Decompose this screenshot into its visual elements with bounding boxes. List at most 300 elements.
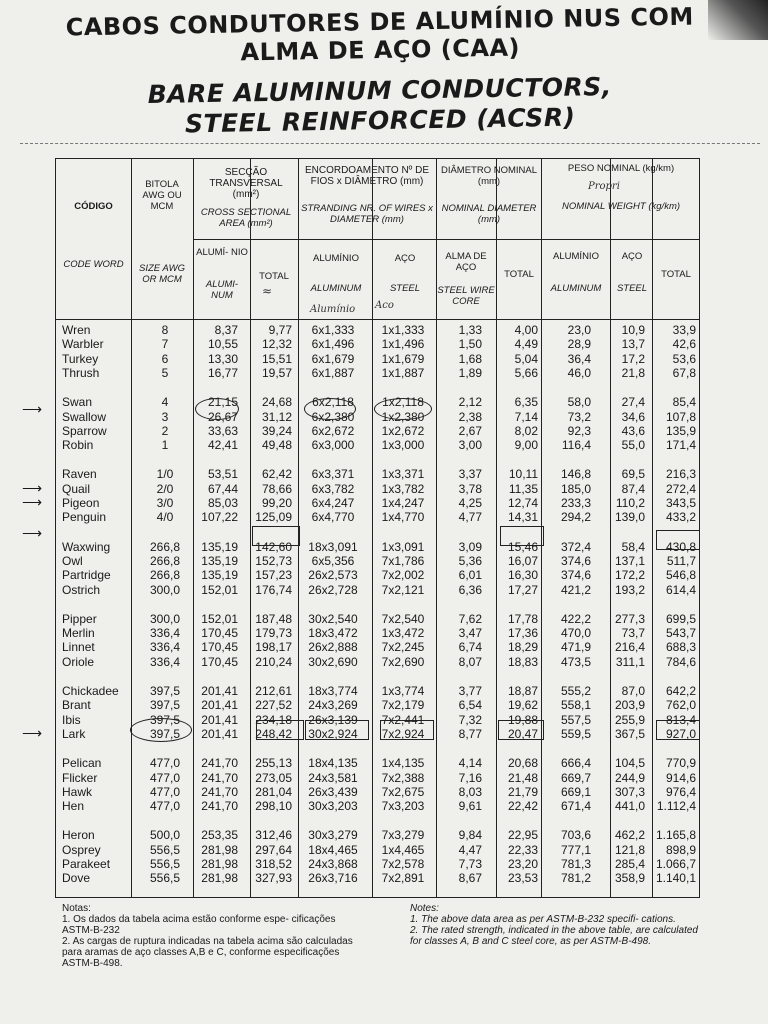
cell-total: 19,57 — [261, 365, 292, 380]
cell-total: 125,09 — [255, 510, 292, 525]
cell-w-al: 73,2 — [567, 409, 591, 424]
cell-d-tot: 4,49 — [514, 337, 538, 352]
cell-d-tot: 21,48 — [507, 770, 538, 785]
cell-total: 281,04 — [255, 784, 292, 799]
cell-s-st: 7x2,690 — [381, 654, 425, 669]
cell-w-tot: 770,9 — [665, 756, 696, 771]
cell-alum: 16,77 — [207, 365, 238, 380]
cell-total: 234,18 — [255, 712, 292, 727]
cell-w-al: 703,6 — [560, 828, 591, 843]
cell-w-tot: 33,9 — [672, 323, 696, 337]
cell-s-al: 26x3,439 — [308, 784, 358, 799]
cell-core: 8,77 — [458, 726, 482, 741]
cell-code: Pelican — [62, 756, 102, 771]
cell-w-al: 116,4 — [561, 438, 591, 453]
cell-s-al: 6x3,000 — [311, 438, 355, 453]
cell-code: Linnet — [62, 640, 95, 655]
cell-d-tot: 5,66 — [514, 365, 538, 380]
cell-w-al: 777,1 — [560, 842, 591, 857]
cell-w-st: 87,0 — [621, 684, 645, 698]
header-alum-en: ALUMI- NUM — [205, 279, 239, 301]
cell-alum: 281,98 — [201, 842, 238, 857]
cell-w-st: 367,5 — [614, 726, 645, 741]
cell-w-al: 669,7 — [560, 770, 591, 785]
cell-code: Pigeon — [62, 496, 100, 510]
cell-s-st: 7x2,578 — [381, 857, 425, 871]
cell-size: 397,5 — [149, 698, 181, 713]
cell-w-st: 43,6 — [621, 423, 645, 438]
header-aco: AÇO — [394, 253, 416, 264]
cell-alum: 152,01 — [201, 582, 238, 597]
notes-english — [410, 903, 710, 947]
cell-core: 6,74 — [458, 640, 482, 655]
cell-alum: 170,45 — [201, 654, 238, 669]
cell-w-al: 146,8 — [560, 467, 591, 482]
cell-w-st: 13,7 — [621, 337, 645, 352]
cell-w-tot: 1.165,8 — [655, 828, 696, 843]
arrow-marker-icon: ⟶ — [22, 494, 43, 510]
cell-code: Warbler — [62, 337, 104, 352]
cell-size: 477,0 — [149, 784, 181, 799]
cell-w-al: 559,5 — [560, 726, 591, 741]
header-size: SIZE AWG OR MCM — [139, 263, 185, 285]
cell-s-al: 30x3,279 — [308, 828, 358, 843]
cell-s-al: 30x2,690 — [308, 654, 358, 669]
cell-s-al: 26x3,139 — [308, 712, 358, 727]
cell-size: 300,0 — [149, 582, 181, 597]
cell-s-al: 24x3,868 — [308, 857, 358, 871]
cell-core: 1,33 — [458, 323, 482, 337]
cell-w-tot: 430,8 — [665, 539, 696, 554]
cell-s-st: 7x2,441 — [381, 712, 425, 727]
cell-s-al: 24x3,269 — [308, 698, 358, 713]
title-pt-line2: ALMA DE AÇO (CAA) — [240, 33, 521, 67]
cell-total: 227,52 — [255, 698, 292, 713]
cell-s-st: 1x3,782 — [381, 481, 425, 496]
cell-s-st: 1x2,672 — [381, 423, 425, 438]
cell-w-tot: 135,9 — [665, 423, 696, 438]
cell-core: 1,50 — [458, 337, 482, 352]
cell-s-st: 1x3,091 — [381, 539, 425, 554]
title-en-line2: STEEL REINFORCED (ACSR) — [184, 102, 576, 139]
header-nominal-diameter: NOMINAL DIAMETER (mm) — [441, 203, 537, 225]
cell-w-al: 23,0 — [567, 323, 591, 337]
notes-en-1: 1. The above data area as per ASTM-B-232 specifi- cations. — [410, 914, 676, 925]
cell-alum: 13,30 — [207, 351, 238, 366]
cell-size: 336,4 — [149, 654, 181, 669]
cell-w-tot: 216,3 — [665, 467, 696, 482]
boxed-ibis-weight — [656, 720, 700, 740]
cell-alum: 107,22 — [201, 510, 238, 525]
cell-w-st: 34,6 — [621, 409, 645, 424]
cell-size: 397,5 — [149, 712, 181, 727]
cell-w-st: 311,1 — [615, 654, 645, 669]
cell-alum: 241,70 — [201, 770, 238, 785]
cell-s-al: 6x4,247 — [311, 496, 355, 510]
cell-total: 31,12 — [261, 409, 292, 424]
cell-core: 9,61 — [458, 799, 482, 814]
header-weight-aco: AÇO — [621, 251, 643, 262]
cell-total: 179,73 — [255, 626, 292, 641]
header-bottom-line — [56, 319, 699, 320]
cell-s-al: 26x2,888 — [308, 640, 358, 655]
cell-core: 9,84 — [458, 828, 482, 843]
cell-code: Pipper — [62, 611, 97, 626]
cell-s-st: 1x4,135 — [381, 756, 425, 771]
cell-w-st: 285,4 — [614, 857, 645, 871]
cell-w-st: 203,9 — [614, 698, 645, 713]
boxed-penguin-total — [252, 526, 300, 546]
title-portuguese — [40, 2, 721, 70]
cell-w-tot: 1.140,1 — [655, 871, 696, 886]
arrow-marker-icon: ⟶ — [22, 401, 43, 417]
cell-w-tot: 272,4 — [665, 481, 696, 496]
cell-size: 397,5 — [149, 726, 181, 741]
cell-code: Partridge — [62, 568, 111, 583]
header-code-word: CODE WORD — [63, 259, 124, 270]
cell-s-st: 1x4,247 — [381, 496, 425, 510]
cell-alum: 170,45 — [201, 626, 238, 641]
cell-core: 7,62 — [458, 611, 482, 626]
handwritten-proprio: Propri — [588, 181, 620, 192]
boxed-ibis-total — [256, 720, 304, 740]
cell-d-tot: 20,68 — [507, 756, 538, 771]
cell-w-st: 10,9 — [621, 323, 645, 337]
cell-alum: 241,70 — [201, 756, 238, 771]
header-alum-pt: ALUMÍ- NIO — [196, 247, 248, 258]
cell-code: Merlin — [62, 626, 95, 641]
cell-d-tot: 12,74 — [507, 496, 538, 510]
cell-w-al: 781,2 — [560, 871, 591, 886]
cell-total: 210,24 — [255, 654, 292, 669]
notes-en-title: Notes: — [410, 903, 439, 914]
cell-w-st: 104,5 — [614, 756, 645, 771]
cell-w-st: 193,2 — [614, 582, 645, 597]
cell-s-st: 1x4,465 — [381, 842, 425, 857]
cell-s-st: 1x3,774 — [381, 684, 425, 698]
cell-w-al: 92,3 — [567, 423, 591, 438]
cell-w-al: 46,0 — [567, 365, 591, 380]
cell-w-tot: 927,0 — [665, 726, 696, 741]
cell-total: 212,61 — [255, 684, 292, 698]
cell-size: 336,4 — [149, 640, 181, 655]
header-cross: CROSS SECTIONAL AREA (mm²) — [200, 207, 292, 229]
cell-core: 6,36 — [458, 582, 482, 597]
cell-d-tot: 21,79 — [507, 784, 538, 799]
cell-s-al: 6x2,118 — [312, 395, 354, 410]
cell-w-tot: 1.066,7 — [655, 857, 696, 871]
title-pt-line1: CABOS CONDUTORES DE ALUMÍNIO NUS COM — [65, 2, 695, 42]
cell-size: 556,5 — [149, 871, 181, 886]
cell-core: 8,07 — [458, 654, 482, 669]
cell-total: 198,17 — [255, 640, 292, 655]
cell-code: Ostrich — [62, 582, 101, 597]
cell-code: Waxwing — [62, 539, 111, 554]
cell-core: 3,37 — [458, 467, 482, 482]
cell-alum: 201,41 — [201, 712, 238, 727]
cell-s-al: 6x1,887 — [311, 365, 355, 380]
cell-w-st: 462,2 — [614, 828, 645, 843]
cell-total: 255,13 — [255, 756, 292, 771]
cell-total: 152,73 — [255, 553, 292, 568]
cell-s-al: 30x3,203 — [308, 799, 358, 814]
cell-s-st: 1x2,380 — [381, 409, 425, 424]
cell-w-al: 372,4 — [560, 539, 591, 554]
cell-d-tot: 17,78 — [507, 611, 538, 626]
cell-code: Sparrow — [62, 423, 107, 438]
cell-w-tot: 343,5 — [665, 496, 696, 510]
header-steel: STEEL — [389, 283, 421, 294]
cell-s-al: 6x1,496 — [311, 337, 355, 352]
header-total-diameter: TOTAL — [504, 269, 534, 280]
cell-alum: 53,51 — [207, 467, 238, 482]
cell-code: Raven — [62, 467, 97, 482]
cell-w-st: 441,0 — [614, 799, 645, 814]
cell-s-st: 7x1,786 — [381, 553, 425, 568]
cell-alum: 170,45 — [201, 640, 238, 655]
cell-size: 3 — [161, 409, 169, 424]
cell-d-tot: 16,07 — [507, 553, 538, 568]
cell-size: 8 — [161, 323, 169, 337]
boxed-penguin-weight — [656, 530, 700, 550]
cell-s-al: 6x2,672 — [311, 423, 355, 438]
arrow-marker-icon: ⟶ — [22, 480, 43, 496]
cell-d-tot: 16,30 — [507, 568, 538, 583]
cell-size: 556,5 — [149, 857, 181, 871]
cell-w-st: 307,3 — [614, 784, 645, 799]
cell-s-al: 26x2,573 — [308, 568, 358, 583]
cell-d-tot: 7,14 — [514, 409, 538, 424]
cell-w-al: 669,1 — [560, 784, 591, 799]
cell-code: Osprey — [62, 842, 101, 857]
cell-s-al: 26x3,716 — [308, 871, 358, 886]
cell-code: Dove — [62, 871, 91, 886]
cell-w-al: 555,2 — [560, 684, 591, 698]
cell-code: Owl — [62, 553, 83, 568]
cell-core: 4,25 — [458, 496, 482, 510]
cell-size: 500,0 — [149, 828, 181, 843]
cell-d-tot: 8,02 — [514, 423, 538, 438]
cell-s-al: 6x1,333 — [311, 323, 355, 337]
cell-alum: 253,35 — [201, 828, 238, 843]
cell-d-tot: 22,95 — [507, 828, 538, 843]
cell-alum: 241,70 — [201, 784, 238, 799]
cell-w-al: 185,0 — [560, 481, 591, 496]
cell-code: Quail — [62, 481, 91, 496]
cell-core: 3,09 — [458, 539, 482, 554]
cell-d-tot: 4,00 — [514, 323, 538, 337]
cell-total: 12,32 — [261, 337, 292, 352]
cell-d-tot: 9,00 — [514, 438, 538, 453]
cell-w-st: 244,9 — [614, 770, 645, 785]
cell-s-al: 6x5,356 — [311, 553, 355, 568]
cell-total: 176,74 — [255, 582, 292, 597]
cell-d-tot: 17,27 — [507, 582, 538, 597]
cell-w-st: 139,0 — [614, 510, 645, 525]
notes-pt-1: 1. Os dados da tabela acima estão conforme espe- cificações ASTM-B-232 — [62, 914, 336, 936]
cell-s-st: 1x1,679 — [381, 351, 425, 366]
cell-w-tot: 699,5 — [665, 611, 696, 626]
cell-core: 6,01 — [458, 568, 482, 583]
cell-code: Brant — [62, 698, 91, 713]
header-seccao: SECÇÃO TRANSVERSAL (mm²) — [209, 167, 283, 200]
cell-w-tot: 614,4 — [665, 582, 696, 597]
cell-code: Heron — [62, 828, 95, 843]
cell-code: Chickadee — [62, 684, 119, 698]
cell-d-tot: 23,20 — [507, 857, 538, 871]
cell-alum: 152,01 — [201, 611, 238, 626]
cell-s-al: 6x3,782 — [311, 481, 355, 496]
cell-total: 15,51 — [261, 351, 292, 366]
cell-alum: 201,41 — [201, 684, 238, 698]
cell-size: 3/0 — [156, 496, 174, 510]
cell-code: Penguin — [62, 510, 107, 525]
cell-w-tot: 171,4 — [665, 438, 696, 453]
cell-size: 556,5 — [149, 842, 181, 857]
cell-w-st: 27,4 — [621, 395, 645, 410]
cell-w-al: 470,0 — [560, 626, 591, 641]
cell-core: 1,68 — [458, 351, 482, 366]
cell-total: 298,10 — [255, 799, 292, 814]
cell-total: 318,52 — [255, 857, 292, 871]
cell-w-st: 358,9 — [614, 871, 645, 886]
cell-s-st: 1x3,371 — [381, 467, 425, 482]
cell-alum: 42,41 — [207, 438, 238, 453]
header-weight-aluminio: ALUMÍNIO — [553, 251, 599, 262]
cell-alum: 10,55 — [207, 337, 238, 352]
cell-w-tot: 511,7 — [666, 553, 696, 568]
handwritten-aco: Aco — [375, 300, 394, 311]
header-encordoamento: ENCORDOAMENTO Nº DE FIOS x DIÂMETRO (mm) — [304, 165, 430, 187]
cell-alum: 67,44 — [207, 481, 238, 496]
cell-total: 248,42 — [255, 726, 292, 741]
cell-d-tot: 23,53 — [507, 871, 538, 886]
cell-s-al: 26x2,728 — [308, 582, 358, 597]
cell-w-st: 69,5 — [621, 467, 645, 482]
circled-swan-area — [195, 398, 239, 420]
cell-d-tot: 14,31 — [507, 510, 538, 525]
circled-swan-strand-al — [304, 398, 356, 420]
cell-w-st: 216,4 — [614, 640, 645, 655]
cell-w-tot: 543,7 — [665, 626, 696, 641]
cell-w-al: 28,9 — [567, 337, 591, 352]
cell-w-tot: 762,0 — [665, 698, 696, 713]
cell-alum: 241,70 — [201, 799, 238, 814]
cell-core: 3,00 — [458, 438, 482, 453]
cell-size: 6 — [161, 351, 169, 366]
cell-w-st: 58,4 — [621, 539, 645, 554]
cell-code: Turkey — [62, 351, 99, 366]
cell-w-tot: 898,9 — [665, 842, 696, 857]
cell-size: 1/0 — [156, 467, 174, 482]
cell-code: Hawk — [62, 784, 93, 799]
cell-d-tot: 6,35 — [514, 395, 538, 410]
cell-code: Oriole — [62, 654, 95, 669]
cell-s-al: 18x3,774 — [308, 684, 358, 698]
cell-w-tot: 53,6 — [672, 351, 696, 366]
cell-core: 4,77 — [458, 510, 482, 525]
cell-s-al: 6x1,679 — [311, 351, 355, 366]
cell-code: Flicker — [62, 770, 98, 785]
cell-core: 7,73 — [458, 857, 482, 871]
cell-core: 2,38 — [458, 409, 482, 424]
cell-code: Hen — [62, 799, 85, 814]
cell-core: 2,12 — [458, 395, 482, 410]
cell-size: 300,0 — [149, 611, 181, 626]
cell-size: 336,4 — [149, 626, 181, 641]
header-steel-wire: STEEL WIRE CORE — [437, 285, 495, 307]
cell-size: 1 — [161, 438, 169, 453]
cell-w-st: 110,2 — [615, 496, 645, 510]
cell-alum: 201,41 — [201, 698, 238, 713]
arrow-marker-icon: ⟶ — [22, 525, 43, 541]
cell-total: 49,48 — [261, 438, 292, 453]
cell-alum: 85,03 — [207, 496, 238, 510]
cell-w-tot: 433,2 — [665, 510, 696, 525]
cell-s-st: 7x2,891 — [381, 871, 425, 886]
boxed-ibis-strand-al — [305, 720, 369, 740]
cell-w-st: 255,9 — [614, 712, 645, 727]
header-aluminum: ALUMINUM — [310, 283, 362, 294]
cell-size: 2 — [161, 423, 169, 438]
cell-total: 62,42 — [261, 467, 292, 482]
cell-s-st: 1x3,472 — [381, 626, 425, 641]
cell-w-tot: 85,4 — [672, 395, 696, 410]
header-codigo: CÓDIGO — [74, 201, 113, 212]
cell-s-al: 18x4,135 — [308, 756, 358, 771]
cell-total: 312,46 — [255, 828, 292, 843]
cell-core: 2,67 — [458, 423, 482, 438]
cell-size: 4/0 — [156, 510, 174, 525]
cell-total: 327,93 — [255, 871, 292, 886]
cell-d-tot: 15,46 — [507, 539, 538, 554]
cell-alum: 21,15 — [207, 395, 238, 410]
cell-alum: 135,19 — [201, 539, 238, 554]
title-english — [120, 71, 641, 140]
cell-w-tot: 688,3 — [665, 640, 696, 655]
cell-alum: 281,98 — [201, 871, 238, 886]
circled-ibis-size — [130, 718, 192, 742]
cell-total: 39,24 — [261, 423, 292, 438]
cell-w-al: 557,5 — [560, 712, 591, 727]
cell-s-al: 18x4,465 — [308, 842, 358, 857]
cell-total: 99,20 — [261, 496, 292, 510]
cell-code: Thrush — [62, 365, 100, 380]
cell-d-tot: 22,33 — [507, 842, 538, 857]
cell-total: 187,48 — [255, 611, 292, 626]
notes-pt-title: Notas: — [62, 903, 91, 914]
handwritten-aluminio: Alumínio — [310, 304, 356, 315]
header-subdivider — [193, 239, 700, 240]
header-diametro: DIÂMETRO NOMINAL (mm) — [440, 165, 538, 187]
cell-w-tot: 546,8 — [665, 568, 696, 583]
arrow-marker-icon: ⟶ — [22, 725, 43, 741]
cell-s-st: 7x3,203 — [381, 799, 425, 814]
cell-w-tot: 642,2 — [665, 684, 696, 698]
cell-s-al: 6x2,380 — [311, 409, 355, 424]
header-aluminio: ALUMÍNIO — [313, 253, 359, 264]
cell-s-st: 7x2,675 — [381, 784, 425, 799]
cell-w-al: 471,9 — [560, 640, 591, 655]
cell-d-tot: 19,88 — [507, 712, 538, 727]
cell-core: 4,14 — [458, 756, 482, 771]
cell-d-tot: 19,62 — [507, 698, 538, 713]
cell-alum: 33,63 — [207, 423, 238, 438]
header-total-area: TOTAL — [259, 271, 289, 282]
cell-w-st: 137,1 — [614, 553, 645, 568]
cell-size: 2/0 — [156, 481, 174, 496]
cell-w-tot: 914,6 — [665, 770, 696, 785]
